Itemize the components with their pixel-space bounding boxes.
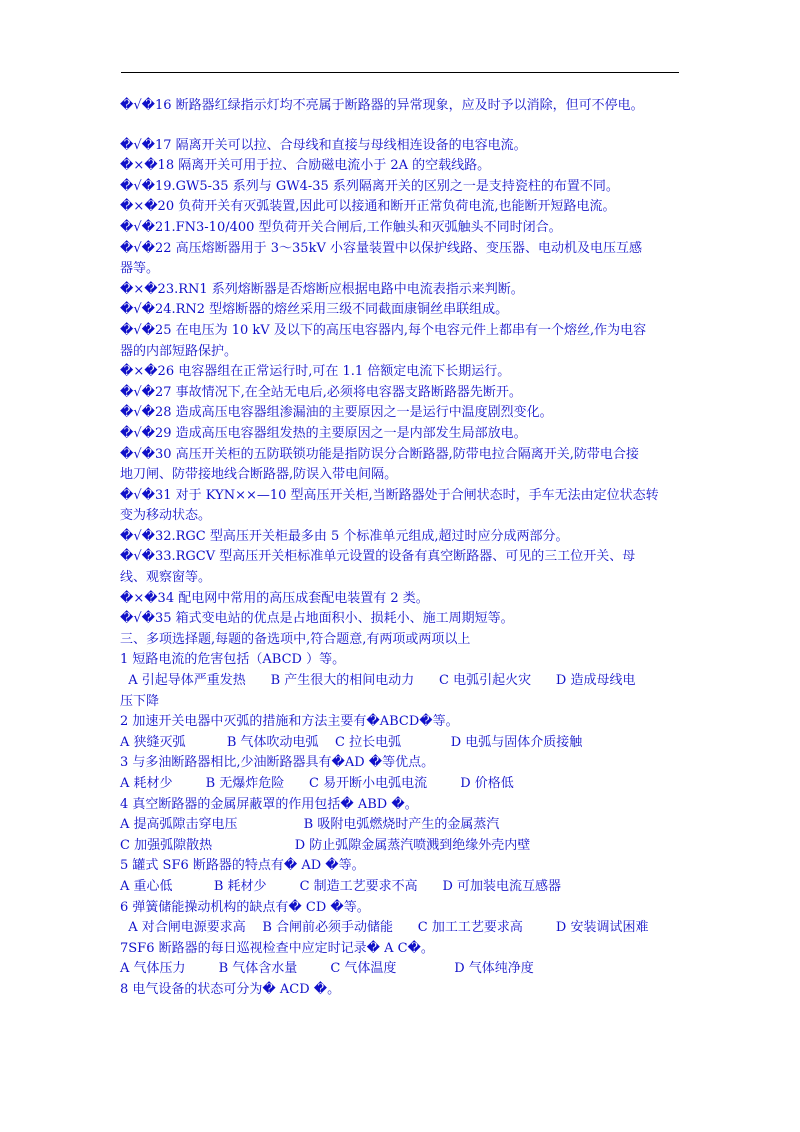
text-line: 地刀闸、防带接地线合断路器,防误入带电间隔。	[120, 467, 398, 483]
text-line: C 加强弧隙散热 D 防止弧隙金属蒸汽喷溅到绝缘外壳内壁	[120, 837, 531, 853]
text-line: �√�32.RGC 型高压开关柜最多由 5 个标准单元组成,超过时应分成两部分。	[120, 528, 569, 544]
text-line: 器等。	[120, 261, 160, 277]
header-rule	[121, 72, 679, 73]
text-line: 1 短路电流的危害包括（ABCD ）等。	[120, 652, 346, 668]
text-line: �√�35 箱式变电站的优点是占地面积小、损耗小、施工周期短等。	[120, 611, 514, 627]
text-line: 8 电气设备的状态可分为� ACD �。	[120, 981, 341, 997]
text-line: 线、观察窗等。	[120, 570, 212, 586]
section-heading: 三、多项选择题,每题的备选项中,符合题意,有两项或两项以上	[120, 631, 471, 647]
text-line: �×�26 电容器组在正常运行时,可在 1.1 倍额定电流下长期运行。	[120, 364, 511, 380]
text-line: �√�29 造成高压电容器组发热的主要原因之一是内部发生局部放电。	[120, 425, 527, 441]
text-line: 7SF6 断路器的每日巡视检查中应定时记录� A C�。	[120, 940, 434, 956]
document-body	[120, 96, 690, 1001]
text-line: �√�27 事故情况下,在全站无电后,必须将电容器支路断路器先断开。	[120, 384, 522, 400]
text-line: 4 真空断路器的金属屏蔽罩的作用包括� ABD �。	[120, 796, 418, 812]
text-line: �×�20 负荷开关有灭弧装置,因此可以接通和断开正常负荷电流,也能断开短路电流。	[120, 199, 616, 215]
text-line: 器的内部短路保护。	[120, 343, 238, 359]
text-line: 压下降	[120, 693, 160, 709]
text-line: �√�31 对于 KYN××—10 型高压开关柜,当断路器处于合闸状态时，手车无法由定位状态转	[120, 487, 659, 503]
text-line: �√�28 造成高压电容器组渗漏油的主要原因之一是运行中温度剧烈变化。	[120, 405, 553, 421]
text-line: �√�22 高压熔断器用于 3～35kV 小容量装置中以保护线路、变压器、电动机及电压互感	[120, 240, 642, 256]
blank-gap	[120, 117, 690, 136]
text-line: 3 与多油断路器相比,少油断路器具有�AD �等优点。	[120, 755, 435, 771]
text-line: A 提高弧隙击穿电压 B 吸附电弧燃烧时产生的金属蒸汽	[120, 817, 500, 833]
text-line: �√�30 高压开关柜的五防联锁功能是指防误分合断路器,防带电拉合隔离开关,防带电合接	[120, 446, 639, 462]
text-line: A 重心低 B 耗材少 C 制造工艺要求不高 D 可加装电流互感器	[120, 878, 562, 894]
text-line: A 耗材少 B 无爆炸危险 C 易开断小电弧电流 D 价格低	[120, 776, 514, 791]
text-line: �×�23.RN1 系列熔断器是否熔断应根据电路中电流表指示来判断。	[120, 281, 524, 297]
text-line: �√�17 隔离开关可以拉、合母线和直接与母线相连设备的电容电流。	[120, 137, 527, 153]
text-line: A 气体压力 B 气体含水量 C 气体温度 D 气体纯净度	[120, 961, 534, 977]
text-line: �√�33.RGCV 型高压开关柜标准单元设置的设备有真空断路器、可见的三工位开关、母	[120, 549, 636, 565]
text-line: �√�21.FN3-10/400 型负荷开关合闸后,工作触头和灭弧触头不同时闭合。	[120, 219, 562, 235]
text-line: 6 弹簧储能操动机构的缺点有� CD �等。	[120, 899, 370, 915]
text-line: A 对合闸电源要求高 B 合闸前必须手动储能 C 加工工艺要求高 D 安装调试困难	[120, 920, 649, 936]
text-line: 变为移动状态。	[120, 508, 212, 524]
text-line: 2 加速开关电器中灭弧的措施和方法主要有�ABCD�等。	[120, 714, 459, 730]
text-line: A 狭缝灭弧 B 气体吹动电弧 C 拉长电弧 D 电弧与固体介质接触	[120, 734, 583, 750]
text-line: �√�25 在电压为 10 kV 及以下的高压电容器内,每个电容元件上都串有一个熔丝,作为电容	[120, 322, 647, 338]
text-line: 5 罐式 SF6 断路器的特点有� AD �等。	[120, 858, 365, 874]
text-line: �√�16 断路器红绿指示灯均不亮属于断路器的异常现象，应及时予以消除，但可不停电。	[120, 98, 644, 113]
text-line: �√�19.GW5-35 系列与 GW4-35 系列隔离开关的区别之一是支持瓷柱的布置不同。	[120, 178, 619, 194]
text-line: �×�18 隔离开关可用于拉、合励磁电流小于 2A 的空载线路。	[120, 158, 491, 174]
text-line: �×�34 配电网中常用的高压成套配电装置有 2 类。	[120, 590, 429, 606]
text-line: �√�24.RN2 型熔断器的熔丝采用三级不同截面康铜丝串联组成。	[120, 302, 509, 318]
text-line: A 引起导体严重发热 B 产生很大的相间电动力 C 电弧引起火灾 D 造成母线电	[120, 673, 636, 689]
